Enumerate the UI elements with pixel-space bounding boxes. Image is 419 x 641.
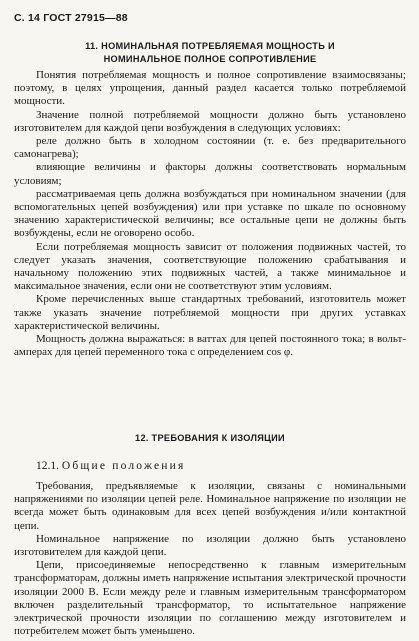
section-12-title: 12. ТРЕБОВАНИЯ К ИЗОЛЯЦИИ — [135, 433, 285, 443]
paragraph: влияющие величины и факторы должны соответствовать нормальным условиям; — [14, 161, 406, 187]
paragraph: Понятия потребляемая мощность и полное сопротивление взаимосвязаны; поэтому, в целях упрощения, данный раздел касается только потребляемой мощности. — [14, 69, 406, 108]
paragraph: Если потребляемая мощность зависит от положения подвижных частей, то следует указать значения, соответствующие положению срабатывания и начальному положению этих подвижных частей, а также минимальное и максимальное значения, если они не соответствуют этим условиям. — [14, 240, 406, 293]
paragraph: Требования, предъявляемые к изоляции, связаны с номинальными напряжениями по изоляции цепей реле. Номинальное напряжение по изоляции не всегда может быть одинаковым для всех цепей возбуждения и/или контактной цепи. — [14, 480, 406, 532]
section-11-title — [14, 40, 406, 66]
section-11-body — [14, 69, 406, 359]
paragraph: Цепи, присоединяемые непосредственно к главным измерительным трансформаторам, должны иметь напряжение испытания электрической прочности изоляции 2000 В. Если между реле и главным измерительным трансформатором включен разделительный трансформатор, то испытательное напряжение электрической прочности изоляции по соглашению между изготовителем и потребителем может быть уменьшено. — [14, 559, 406, 638]
section-11-title-line1: 11. НОМИНАЛЬНАЯ ПОТРЕБЛЯЕМАЯ МОЩНОСТЬ И — [85, 41, 335, 51]
subsection-number: 12.1. — [36, 460, 59, 472]
subsection-12-1-title — [36, 460, 185, 472]
running-header: С. 14 ГОСТ 27915—88 — [14, 12, 128, 24]
section-12-body — [14, 480, 406, 638]
paragraph: реле должно быть в холодном состоянии (т. е. без предварительного самонагрева); — [14, 135, 406, 161]
section-11-title-line2: НОМИНАЛЬНОЕ ПОЛНОЕ СОПРОТИВЛЕНИЕ — [103, 54, 317, 64]
paragraph: Кроме перечисленных выше стандартных требований, изготовитель может также указать значение потребляемой мощности при других уставках характеристической величины. — [14, 293, 406, 332]
paragraph: Значение полной потребляемой мощности должно быть установлено изготовителем для каждой цепи возбуждения в следующих условиях: — [14, 108, 406, 134]
paragraph: Мощность должна выражаться: в ваттах для цепей постоянного тока; в вольт-амперах для цепей переменного тока с определением cos φ. — [14, 333, 406, 359]
subsection-heading: Общие положения — [61, 460, 186, 472]
paragraph: рассматриваемая цепь должна возбуждаться при номинальном значении (для вспомогательных цепей возбуждения) или при уставке по шкале по основному значению характеристической величины; все остальные цепи не должны быть возбуждены, если не оговорено особо. — [14, 187, 406, 240]
paragraph: Номинальное напряжение по изоляции должно быть установлено изготовителем для каждой цепи. — [14, 532, 406, 559]
